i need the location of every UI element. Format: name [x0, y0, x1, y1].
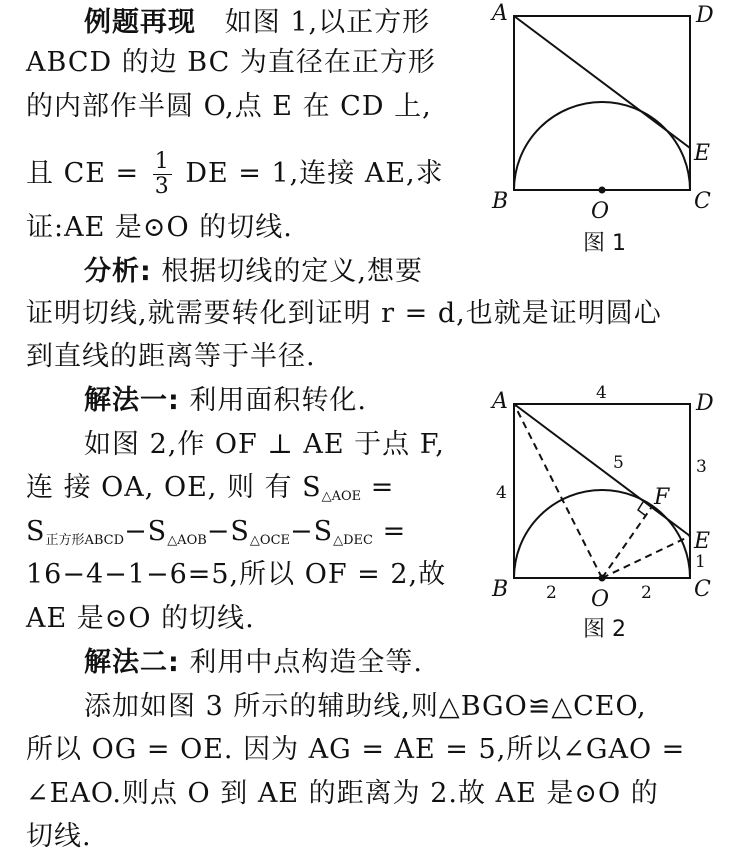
method1-line-1: 如图 2,作 OF ⊥ AE 于点 F,: [84, 429, 445, 460]
fig1-label-c: C: [694, 189, 711, 214]
analysis-text-1: 根据切线的定义,想要: [161, 256, 423, 287]
method2-line-4: 切线.: [26, 821, 92, 852]
area-term-1: S: [26, 516, 46, 547]
fig2-measure-right: 3: [696, 457, 707, 477]
method1-sub-aoe: △AOE: [321, 489, 362, 504]
method1-line-4: 16−4−1−6=5,所以 OF = 2,故: [26, 559, 447, 590]
method1-heading: 解法一:: [84, 385, 180, 416]
method1-line-5: AE 是⊙O 的切线.: [26, 603, 255, 634]
method2-title: 利用中点构造全等.: [189, 647, 423, 678]
method2-line-2: 所以 OG = OE. 因为 AG = AE = 5,所以∠GAO =: [26, 734, 686, 765]
fig1-label-o: O: [591, 199, 610, 224]
fig2-label-e: E: [694, 529, 711, 554]
fig2-label-b: B: [492, 577, 509, 602]
fig2-line-of: [602, 508, 651, 578]
fig2-measure-bo: 2: [546, 583, 557, 603]
method1-text-2-end: =: [361, 472, 395, 503]
fraction-denominator: 3: [154, 174, 170, 199]
example-text-4a: 且 CE =: [26, 158, 140, 189]
fig1-label-a: A: [492, 1, 508, 26]
fig2-label-c: C: [694, 577, 711, 602]
example-heading: 例题再现: [84, 7, 196, 38]
fig1-label-d: D: [696, 3, 714, 28]
analysis-heading: 分析:: [84, 256, 152, 287]
fig2-label-a: A: [492, 389, 508, 414]
area-sub-oce: △OCE: [249, 533, 291, 548]
fig2-label-o: O: [591, 587, 610, 612]
fig2-measure-ae: 5: [613, 453, 624, 473]
fig2-caption: 图 2: [583, 617, 626, 642]
example-line-2: ABCD 的边 BC 为直径在正方形: [26, 47, 436, 78]
area-equals: =: [373, 516, 407, 547]
method1-line-3: [26, 517, 406, 556]
analysis-line-1: [84, 257, 423, 287]
fraction-numerator: 1: [154, 149, 170, 174]
fig2-label-f: F: [654, 485, 670, 510]
fig2-measure-ce: 1: [695, 552, 706, 572]
area-term-2: −S: [124, 516, 168, 547]
method2-line-1: 添加如图 3 所示的辅助线,则△BGO≌△CEO,: [84, 691, 647, 722]
fig1-center-dot: [599, 187, 606, 194]
analysis-line-2: 证明切线,就需要转化到证明 r = d,也就是证明圆心: [26, 298, 662, 329]
method1-text-2: 连 接 OA, OE, 则 有 S: [26, 472, 322, 503]
example-line-1: [84, 8, 430, 38]
fig2-measure-top: 4: [596, 383, 607, 403]
fig1-label-b: B: [492, 189, 509, 214]
analysis-line-3: 到直线的距离等于半径.: [26, 341, 316, 372]
area-sub-aob: △AOB: [167, 533, 207, 548]
fig2-measure-oc: 2: [641, 583, 652, 603]
figure-2: [488, 380, 728, 615]
fig1-semicircle: [514, 102, 690, 190]
area-sub-square: 正方形ABCD: [45, 533, 125, 548]
fig1-caption: 图 1: [583, 231, 626, 256]
method1-title: 利用面积转化.: [189, 385, 367, 416]
method1-line-0: [84, 386, 367, 416]
method2-line-3: ∠EAO.则点 O 到 AE 的距离为 2.故 AE 是⊙O 的: [26, 778, 659, 809]
example-line-4: [26, 150, 444, 199]
fraction: [153, 150, 172, 199]
fig2-measure-left: 4: [496, 483, 507, 503]
fig2-label-d: D: [696, 391, 714, 416]
fig2-right-angle-mark: [638, 502, 646, 516]
area-sub-dec: △DEC: [333, 533, 373, 548]
method1-line-2: [26, 473, 394, 512]
area-term-3: −S: [206, 516, 250, 547]
fig2-center-dot: [599, 575, 606, 582]
method2-line-0: [84, 648, 423, 678]
example-text-4b: DE = 1,连接 AE,求: [185, 158, 444, 189]
figure-1: [488, 0, 728, 225]
example-line-5: 证:AE 是⊙O 的切线.: [26, 212, 293, 243]
example-text-1: 如图 1,以正方形: [224, 7, 431, 38]
fig2-line-oe: [602, 536, 690, 578]
method2-heading: 解法二:: [84, 647, 180, 678]
example-line-3: 的内部作半圆 O,点 E 在 CD 上,: [26, 91, 432, 122]
area-term-4: −S: [290, 516, 334, 547]
fig1-label-e: E: [694, 141, 711, 166]
